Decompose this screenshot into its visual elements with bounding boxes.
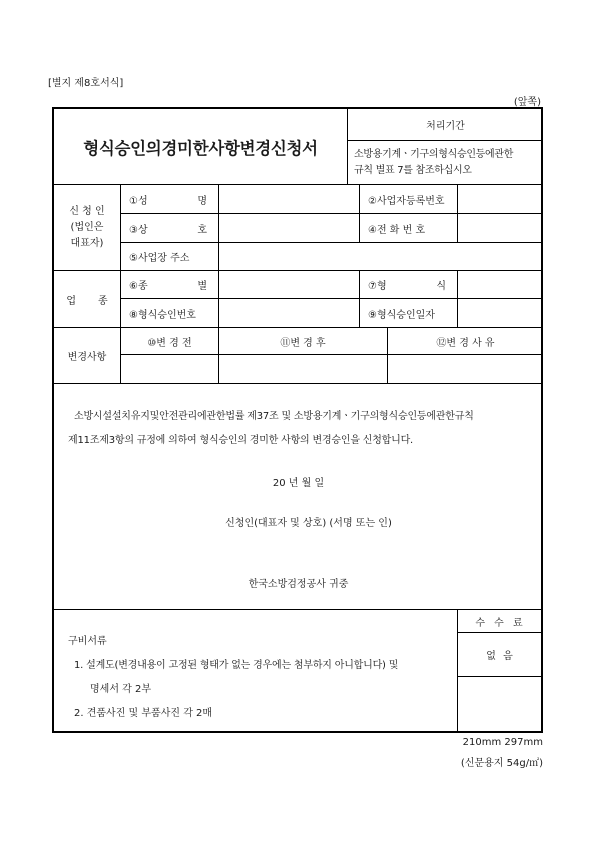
documents-header: 구비서류 (68, 636, 107, 647)
form-title: 형식승인의경미한사항변경신청서 (54, 109, 348, 185)
address-field[interactable] (219, 243, 543, 271)
paper-type-label: (신문용지 54g/㎡) (460, 758, 543, 769)
business-no-label: ②사업자등록번호 (360, 185, 458, 214)
before-field[interactable] (121, 355, 219, 384)
type-label: ⑥종 별 (121, 271, 219, 299)
processing-period-header: 처리기간 (348, 109, 543, 141)
page-side-label: (앞쪽) (513, 97, 541, 108)
approval-date-field[interactable] (458, 299, 543, 328)
model-field[interactable] (458, 271, 543, 299)
approval-no-label: ⑧형식승인번호 (121, 299, 219, 328)
reason-header: ⑫변 경 사 유 (388, 328, 543, 355)
fee-header: 수 수 료 (458, 609, 543, 633)
fee-value: 없 음 (458, 633, 543, 677)
after-header: ⑪변 경 후 (219, 328, 388, 355)
paper-size-label: 210mm 297mm (462, 737, 543, 748)
name-field[interactable] (219, 185, 360, 214)
signer-line: 신청인(대표자 및 상호) (서명 또는 인) (225, 518, 392, 529)
trade-label: ③상 호 (121, 214, 219, 243)
business-no-field[interactable] (458, 185, 543, 214)
applicant-group-line3: 대표자) (70, 237, 104, 249)
statement-paragraph (68, 405, 530, 453)
address-label: ⑤사업장 주소 (121, 243, 219, 271)
document-item-1-cont: 명세서 각 2부 (90, 684, 152, 695)
statement-line2: 제11조제3항의 규정에 의하여 형식승인의 경미한 사항의 변경승인을 신청합니다. (68, 435, 414, 446)
statement-line1: 소방시설설치유지및안전관리에관한법률 제37조 및 소방용기계ㆍ기구의형식승인등에관한규칙 (74, 411, 474, 422)
approval-no-field[interactable] (219, 299, 360, 328)
processing-period-note (348, 141, 543, 185)
application-form (52, 107, 543, 733)
processing-note-line2: 규칙 별표 7를 참조하십시오 (354, 165, 472, 176)
applicant-group-line1: 신 청 인 (69, 205, 105, 217)
approval-date-label: ⑨형식승인일자 (360, 299, 458, 328)
business-type-group-label: 업 종 (54, 271, 121, 328)
applicant-group-line2: (법인은 (70, 221, 104, 233)
changes-group-label: 변경사항 (54, 328, 121, 384)
trade-field[interactable] (219, 214, 360, 243)
form-number-label: [별지 제8호서식] (48, 78, 124, 89)
phone-label: ④전 화 번 호 (360, 214, 458, 243)
processing-note-line1: 소방용기계ㆍ기구의형식승인등에관한 (354, 149, 514, 160)
phone-field[interactable] (458, 214, 543, 243)
name-label: ①성 명 (121, 185, 219, 214)
type-field[interactable] (219, 271, 360, 299)
before-header: ⑩변 경 전 (121, 328, 219, 355)
model-label: ⑦형 식 (360, 271, 458, 299)
applicant-group-label (54, 185, 121, 271)
reason-field[interactable] (388, 355, 543, 384)
after-field[interactable] (219, 355, 388, 384)
recipient-line: 한국소방검정공사 귀중 (248, 579, 349, 590)
application-date: 20 년 월 일 (272, 478, 325, 489)
document-item-1: 1. 설계도(변경내용이 고정된 형태가 없는 경우에는 첨부하지 아니합니다) 및 (74, 660, 399, 671)
document-item-2: 2. 견품사진 및 부품사진 각 2매 (74, 708, 213, 719)
required-documents-section (54, 609, 458, 733)
